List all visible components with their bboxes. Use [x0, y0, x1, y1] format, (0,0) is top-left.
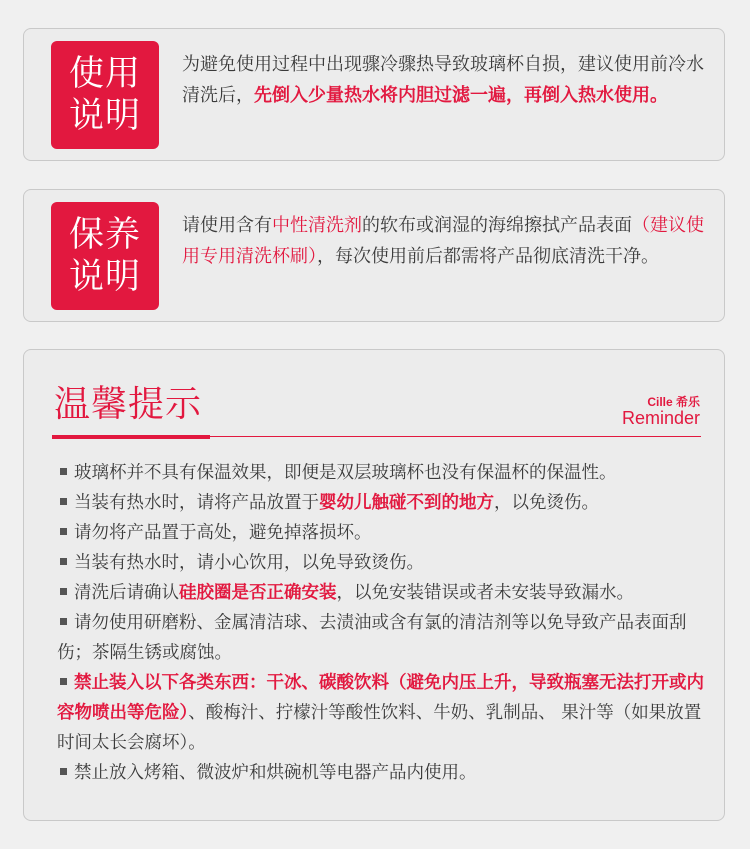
- tip-text: 请勿使用研磨粉、金属清洁球、去渍油或含有氯的清洁剂等以免导致产品表面刮伤；茶隔生锈或腐蚀。: [57, 613, 687, 663]
- tip-item: [57, 608, 707, 668]
- tip-item: [57, 548, 707, 578]
- tip-item: [57, 488, 707, 518]
- tips-subtitle: Reminder: [621, 408, 700, 428]
- bullet-square-icon: [60, 768, 67, 775]
- care-text-b: 的软布或润湿的海绵擦拭产品表面: [362, 215, 632, 236]
- care-badge-line1: 保养: [68, 215, 141, 255]
- care-text-c: ，每次使用前后都需将产品彻底清洗干净。: [317, 246, 659, 267]
- tip-text: 玻璃杯并不具有保温效果，即便是双层玻璃杯也没有保温杯的保温性。: [74, 463, 617, 483]
- care-text-a: 请使用含有: [182, 215, 272, 236]
- bullet-square-icon: [60, 498, 67, 505]
- care-instructions-card: [23, 189, 725, 322]
- bullet-square-icon: [60, 678, 67, 685]
- care-badge-line2: 说明: [68, 257, 141, 297]
- brand-logo: Cille 希乐: [647, 395, 700, 409]
- bullet-square-icon: [60, 528, 67, 535]
- tip-text-rest: 、酸梅汁、拧檬汁等酸性饮料、牛奶、乳制品、 果汁等（如果放置时间太长会腐坏）。: [57, 703, 702, 753]
- tips-title: 温馨提示: [54, 384, 203, 425]
- warm-tips-card: [23, 349, 725, 821]
- usage-instructions-card: [23, 28, 725, 161]
- tip-item: [57, 668, 707, 758]
- tip-text-rest: ，以免安装错误或者未安装导致漏水。: [336, 583, 634, 603]
- tip-item: [57, 578, 707, 608]
- title-underline-accent: [52, 435, 210, 439]
- usage-badge: [51, 41, 159, 149]
- tip-text: 禁止放入烤箱、微波炉和烘碗机等电器产品内使用。: [74, 763, 477, 783]
- usage-text-highlight: 先倒入少量热水将内胆过滤一遍，再倒入热水使用。: [254, 85, 668, 106]
- care-text: [182, 210, 707, 272]
- tip-text: 清洗后请确认: [74, 583, 179, 603]
- tip-text-rest: ，以免烫伤。: [494, 493, 599, 513]
- bullet-square-icon: [60, 558, 67, 565]
- tip-text-highlight: 婴幼儿触碰不到的地方: [319, 493, 494, 513]
- care-badge: [51, 202, 159, 310]
- bullet-square-icon: [60, 588, 67, 595]
- usage-badge-line2: 说明: [68, 96, 141, 136]
- usage-badge-line1: 使用: [68, 54, 141, 94]
- tip-item: [57, 758, 707, 788]
- tip-text-highlight: 禁止装入以下各类东西：干冰、碳酸饮料（避免内压上升，导致瓶塞无法打开或内容物喷出等危险）: [57, 673, 704, 723]
- tip-item: [57, 518, 707, 548]
- tip-item: [57, 458, 707, 488]
- bullet-square-icon: [60, 618, 67, 625]
- tip-text: 当装有热水时，请将产品放置于: [74, 493, 319, 513]
- care-text-highlight1: 中性清洗剂: [272, 215, 362, 236]
- care-text-highlight2: （建议使用专用清洗杯刷）: [182, 215, 704, 267]
- bullet-square-icon: [60, 468, 67, 475]
- usage-text-normal: 为避免使用过程中出现骤冷骤热导致玻璃杯自损，建议使用前冷水清洗后，: [182, 54, 704, 106]
- tip-text: 当装有热水时，请小心饮用，以免导致烫伤。: [74, 553, 424, 573]
- tip-text-highlight: 硅胶圈是否正确安装: [179, 583, 337, 603]
- tips-list: [57, 458, 707, 788]
- tip-text: 请勿将产品置于高处，避免掉落损坏。: [74, 523, 372, 543]
- usage-text: [182, 49, 707, 111]
